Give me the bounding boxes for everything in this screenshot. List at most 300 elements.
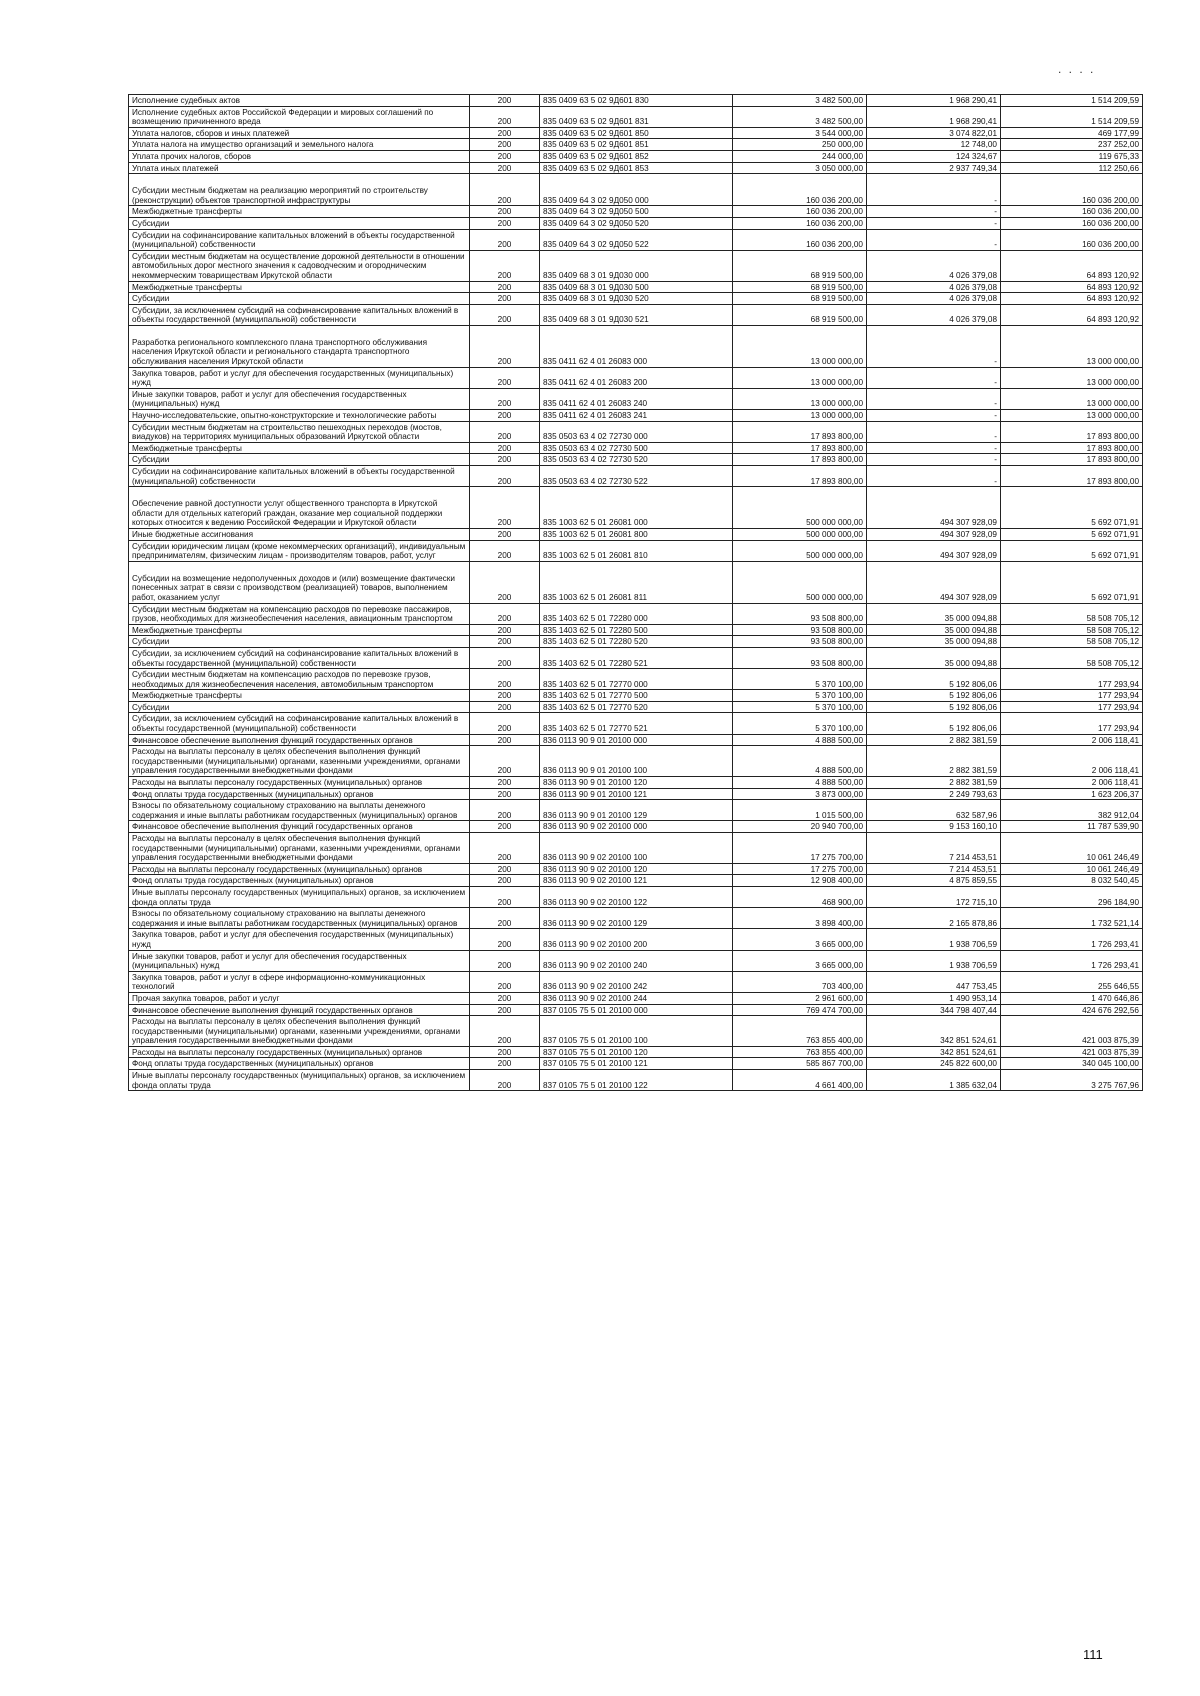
row-name-cell: Межбюджетные трансферты <box>129 206 470 218</box>
row-done-cell: 2 165 878,86 <box>867 908 1001 929</box>
row-name-cell: Субсидии, за исключением субсидий на софинансирование капитальных вложений в объекты государственной (муниципальной) собственности <box>129 304 470 325</box>
row-kbk-cell: 837 0105 75 5 01 20100 121 <box>540 1058 733 1070</box>
row-name-cell: Фонд оплаты труда государственных (муниципальных) органов <box>129 875 470 887</box>
row-plan-cell: 160 036 200,00 <box>733 229 867 250</box>
row-kbk-cell: 835 1403 62 5 01 72280 000 <box>540 603 733 624</box>
row-name-cell: Фонд оплаты труда государственных (муниципальных) органов <box>129 788 470 800</box>
budget-table <box>128 94 1143 1091</box>
row-done-cell: 124 324,67 <box>867 150 1001 162</box>
row-code-cell: 200 <box>470 603 540 624</box>
table-row <box>129 217 1143 229</box>
row-plan-cell: 93 508 800,00 <box>733 636 867 648</box>
row-kbk-cell: 835 1403 62 5 01 72770 000 <box>540 669 733 690</box>
row-plan-cell: 4 888 500,00 <box>733 734 867 746</box>
row-code-cell: 200 <box>470 713 540 734</box>
row-code-cell: 200 <box>470 293 540 305</box>
row-rest-cell: 5 692 071,91 <box>1001 540 1143 561</box>
table-row <box>129 95 1143 107</box>
row-code-cell: 200 <box>470 410 540 422</box>
table-row <box>129 713 1143 734</box>
row-kbk-cell: 835 0411 62 4 01 26083 241 <box>540 410 733 422</box>
row-kbk-cell: 836 0113 90 9 01 20100 129 <box>540 800 733 821</box>
row-plan-cell: 3 482 500,00 <box>733 106 867 127</box>
row-plan-cell: 13 000 000,00 <box>733 388 867 409</box>
row-name-cell: Обеспечение равной доступности услуг общественного транспорта в Иркутской области для отдельных категорий граждан, оказание мер социальной поддержки которых относится к ведению Российской Федерации и Иркутской области <box>129 487 470 529</box>
row-plan-cell: 68 919 500,00 <box>733 250 867 281</box>
row-kbk-cell: 835 0409 64 3 02 9Д050 500 <box>540 206 733 218</box>
row-name-cell: Субсидии <box>129 293 470 305</box>
row-plan-cell: 585 867 700,00 <box>733 1058 867 1070</box>
row-code-cell: 200 <box>470 833 540 864</box>
row-name-cell: Научно-исследовательские, опытно-конструкторские и технологические работы <box>129 410 470 422</box>
row-done-cell: 7 214 453,51 <box>867 863 1001 875</box>
row-code-cell: 200 <box>470 174 540 206</box>
row-kbk-cell: 835 1003 62 5 01 26081 810 <box>540 540 733 561</box>
table-row <box>129 139 1143 151</box>
row-rest-cell: 58 508 705,12 <box>1001 636 1143 648</box>
row-code-cell: 200 <box>470 127 540 139</box>
row-kbk-cell: 835 1403 62 5 01 72280 521 <box>540 647 733 668</box>
row-done-cell: 342 851 524,61 <box>867 1046 1001 1058</box>
table-row <box>129 875 1143 887</box>
table-row <box>129 454 1143 466</box>
row-code-cell: 200 <box>470 139 540 151</box>
row-rest-cell: 13 000 000,00 <box>1001 388 1143 409</box>
row-kbk-cell: 835 0409 64 3 02 9Д050 000 <box>540 174 733 206</box>
row-plan-cell: 93 508 800,00 <box>733 603 867 624</box>
row-rest-cell: 64 893 120,92 <box>1001 250 1143 281</box>
table-row <box>129 293 1143 305</box>
row-done-cell: - <box>867 388 1001 409</box>
row-code-cell: 200 <box>470 1016 540 1047</box>
row-plan-cell: 3 898 400,00 <box>733 908 867 929</box>
row-plan-cell: 160 036 200,00 <box>733 174 867 206</box>
row-name-cell: Взносы по обязательному социальному страхованию на выплаты денежного содержания и иные выплаты работникам государственных (муниципальных) органов <box>129 908 470 929</box>
row-kbk-cell: 835 0409 68 3 01 9Д030 520 <box>540 293 733 305</box>
row-rest-cell: 177 293,94 <box>1001 701 1143 713</box>
row-plan-cell: 93 508 800,00 <box>733 624 867 636</box>
row-done-cell: 632 587,96 <box>867 800 1001 821</box>
row-code-cell: 200 <box>470 421 540 442</box>
row-name-cell: Расходы на выплаты персоналу в целях обеспечения выполнения функций государственными (муниципальными) органами, казенными учреждениями, органами управления государственными внебюджетными фондами <box>129 746 470 777</box>
row-plan-cell: 250 000,00 <box>733 139 867 151</box>
row-code-cell: 200 <box>470 777 540 789</box>
row-plan-cell: 17 893 800,00 <box>733 421 867 442</box>
row-kbk-cell: 836 0113 90 9 02 20100 200 <box>540 929 733 950</box>
row-rest-cell: 17 893 800,00 <box>1001 442 1143 454</box>
row-code-cell: 200 <box>470 992 540 1004</box>
row-code-cell: 200 <box>470 466 540 487</box>
table-row <box>129 466 1143 487</box>
row-rest-cell: 58 508 705,12 <box>1001 624 1143 636</box>
row-rest-cell: 5 692 071,91 <box>1001 487 1143 529</box>
table-row <box>129 1046 1143 1058</box>
row-code-cell: 200 <box>470 800 540 821</box>
table-row <box>129 487 1143 529</box>
table-row <box>129 886 1143 907</box>
row-kbk-cell: 837 0105 75 5 01 20100 000 <box>540 1004 733 1016</box>
row-kbk-cell: 836 0113 90 9 02 20100 000 <box>540 821 733 833</box>
row-plan-cell: 763 855 400,00 <box>733 1016 867 1047</box>
row-kbk-cell: 835 0409 63 5 02 9Д601 831 <box>540 106 733 127</box>
row-code-cell: 200 <box>470 540 540 561</box>
row-name-cell: Субсидии, за исключением субсидий на софинансирование капитальных вложений в объекты государственной (муниципальной) собственности <box>129 647 470 668</box>
row-done-cell: 1 968 290,41 <box>867 95 1001 107</box>
row-plan-cell: 20 940 700,00 <box>733 821 867 833</box>
row-rest-cell: 2 006 118,41 <box>1001 777 1143 789</box>
row-done-cell: - <box>867 229 1001 250</box>
row-plan-cell: 4 888 500,00 <box>733 746 867 777</box>
table-row <box>129 746 1143 777</box>
table-row <box>129 1070 1143 1091</box>
table-row <box>129 929 1143 950</box>
row-plan-cell: 3 873 000,00 <box>733 788 867 800</box>
row-plan-cell: 500 000 000,00 <box>733 528 867 540</box>
row-name-cell: Субсидии на софинансирование капитальных вложений в объекты государственной (муниципальной) собственности <box>129 229 470 250</box>
row-plan-cell: 3 665 000,00 <box>733 950 867 971</box>
row-done-cell: 35 000 094,88 <box>867 603 1001 624</box>
row-done-cell: 344 798 407,44 <box>867 1004 1001 1016</box>
row-done-cell: - <box>867 367 1001 388</box>
row-code-cell: 200 <box>470 624 540 636</box>
row-name-cell: Расходы на выплаты персоналу государственных (муниципальных) органов <box>129 777 470 789</box>
row-kbk-cell: 835 0409 64 3 02 9Д050 522 <box>540 229 733 250</box>
row-code-cell: 200 <box>470 746 540 777</box>
row-name-cell: Финансовое обеспечение выполнения функций государственных органов <box>129 734 470 746</box>
row-code-cell: 200 <box>470 442 540 454</box>
row-done-cell: 9 153 160,10 <box>867 821 1001 833</box>
row-code-cell: 200 <box>470 1070 540 1091</box>
row-code-cell: 200 <box>470 95 540 107</box>
row-name-cell: Межбюджетные трансферты <box>129 442 470 454</box>
row-kbk-cell: 835 1003 62 5 01 26081 800 <box>540 528 733 540</box>
table-row <box>129 250 1143 281</box>
row-name-cell: Закупка товаров, работ и услуг для обеспечения государственных (муниципальных) нужд <box>129 929 470 950</box>
row-name-cell: Субсидии на софинансирование капитальных вложений в объекты государственной (муниципальной) собственности <box>129 466 470 487</box>
row-rest-cell: 5 692 071,91 <box>1001 561 1143 603</box>
row-name-cell: Субсидии местным бюджетам на реализацию мероприятий по строительству (реконструкции) объектов транспортной инфраструктуры <box>129 174 470 206</box>
row-rest-cell: 58 508 705,12 <box>1001 603 1143 624</box>
row-code-cell: 200 <box>470 367 540 388</box>
table-row <box>129 367 1143 388</box>
table-row <box>129 624 1143 636</box>
table-row <box>129 540 1143 561</box>
row-rest-cell: 58 508 705,12 <box>1001 647 1143 668</box>
table-row <box>129 1004 1143 1016</box>
row-kbk-cell: 835 0409 63 5 02 9Д601 851 <box>540 139 733 151</box>
row-code-cell: 200 <box>470 561 540 603</box>
row-rest-cell: 1 732 521,14 <box>1001 908 1143 929</box>
row-done-cell: - <box>867 410 1001 422</box>
row-kbk-cell: 835 1003 62 5 01 26081 811 <box>540 561 733 603</box>
table-row <box>129 561 1143 603</box>
row-name-cell: Расходы на выплаты персоналу в целях обеспечения выполнения функций государственными (муниципальными) органами, казенными учреждениями, органами управления государственными внебюджетными фондами <box>129 1016 470 1047</box>
row-name-cell: Субсидии <box>129 636 470 648</box>
table-row <box>129 528 1143 540</box>
table-row <box>129 908 1143 929</box>
row-rest-cell: 421 003 875,39 <box>1001 1046 1143 1058</box>
table-row <box>129 206 1143 218</box>
row-code-cell: 200 <box>470 388 540 409</box>
row-kbk-cell: 835 1003 62 5 01 26081 000 <box>540 487 733 529</box>
row-plan-cell: 500 000 000,00 <box>733 487 867 529</box>
table-row <box>129 603 1143 624</box>
row-plan-cell: 93 508 800,00 <box>733 647 867 668</box>
row-rest-cell: 177 293,94 <box>1001 669 1143 690</box>
table-row <box>129 863 1143 875</box>
row-rest-cell: 160 036 200,00 <box>1001 206 1143 218</box>
row-done-cell: 5 192 806,06 <box>867 713 1001 734</box>
row-kbk-cell: 835 0503 63 4 02 72730 500 <box>540 442 733 454</box>
row-name-cell: Уплата налогов, сборов и иных платежей <box>129 127 470 139</box>
row-name-cell: Межбюджетные трансферты <box>129 624 470 636</box>
row-code-cell: 200 <box>470 669 540 690</box>
table-row <box>129 800 1143 821</box>
row-plan-cell: 5 370 100,00 <box>733 713 867 734</box>
table-row <box>129 281 1143 293</box>
row-name-cell: Межбюджетные трансферты <box>129 281 470 293</box>
row-rest-cell: 10 061 246,49 <box>1001 833 1143 864</box>
row-rest-cell: 255 646,55 <box>1001 971 1143 992</box>
row-done-cell: - <box>867 206 1001 218</box>
row-rest-cell: 13 000 000,00 <box>1001 367 1143 388</box>
row-name-cell: Прочая закупка товаров, работ и услуг <box>129 992 470 1004</box>
row-kbk-cell: 835 1403 62 5 01 72770 521 <box>540 713 733 734</box>
row-done-cell: 5 192 806,06 <box>867 669 1001 690</box>
row-code-cell: 200 <box>470 304 540 325</box>
row-name-cell: Субсидии юридическим лицам (кроме некоммерческих организаций), индивидуальным предпринимателям, физическим лицам - производителям товаров, работ, услуг <box>129 540 470 561</box>
row-kbk-cell: 836 0113 90 9 01 20100 120 <box>540 777 733 789</box>
row-rest-cell: 8 032 540,45 <box>1001 875 1143 887</box>
row-rest-cell: 13 000 000,00 <box>1001 410 1143 422</box>
row-done-cell: - <box>867 325 1001 367</box>
row-code-cell: 200 <box>470 150 540 162</box>
row-done-cell: 2 249 793,63 <box>867 788 1001 800</box>
table-row <box>129 174 1143 206</box>
row-rest-cell: 1 623 206,37 <box>1001 788 1143 800</box>
row-done-cell: 5 192 806,06 <box>867 701 1001 713</box>
row-plan-cell: 1 015 500,00 <box>733 800 867 821</box>
row-code-cell: 200 <box>470 886 540 907</box>
row-code-cell: 200 <box>470 217 540 229</box>
row-code-cell: 200 <box>470 281 540 293</box>
row-done-cell: 7 214 453,51 <box>867 833 1001 864</box>
row-rest-cell: 17 893 800,00 <box>1001 466 1143 487</box>
row-name-cell: Исполнение судебных актов <box>129 95 470 107</box>
row-rest-cell: 2 006 118,41 <box>1001 746 1143 777</box>
row-code-cell: 200 <box>470 487 540 529</box>
table-row <box>129 777 1143 789</box>
row-name-cell: Иные выплаты персоналу государственных (муниципальных) органов, за исключением фонда оплаты труда <box>129 886 470 907</box>
row-done-cell: 4 875 859,55 <box>867 875 1001 887</box>
row-rest-cell: 119 675,33 <box>1001 150 1143 162</box>
row-plan-cell: 3 544 000,00 <box>733 127 867 139</box>
row-plan-cell: 5 370 100,00 <box>733 701 867 713</box>
row-kbk-cell: 837 0105 75 5 01 20100 122 <box>540 1070 733 1091</box>
row-kbk-cell: 835 1403 62 5 01 72770 520 <box>540 701 733 713</box>
row-rest-cell: 424 676 292,56 <box>1001 1004 1143 1016</box>
table-row <box>129 833 1143 864</box>
table-row <box>129 821 1143 833</box>
row-code-cell: 200 <box>470 701 540 713</box>
row-rest-cell: 421 003 875,39 <box>1001 1016 1143 1047</box>
row-kbk-cell: 837 0105 75 5 01 20100 100 <box>540 1016 733 1047</box>
row-name-cell: Субсидии местным бюджетам на компенсацию расходов по перевозке грузов, необходимых для жизнеобеспечения населения, автомобильным транспортом <box>129 669 470 690</box>
row-code-cell: 200 <box>470 106 540 127</box>
row-rest-cell: 1 726 293,41 <box>1001 929 1143 950</box>
row-name-cell: Уплата прочих налогов, сборов <box>129 150 470 162</box>
row-plan-cell: 68 919 500,00 <box>733 293 867 305</box>
row-done-cell: 245 822 600,00 <box>867 1058 1001 1070</box>
row-name-cell: Разработка регионального комплексного плана транспортного обслуживания населения Иркутской области и регионального стандарта транспортного обслуживания населения Иркутской области <box>129 325 470 367</box>
row-code-cell: 200 <box>470 929 540 950</box>
row-code-cell: 200 <box>470 1004 540 1016</box>
row-plan-cell: 17 275 700,00 <box>733 863 867 875</box>
row-done-cell: 35 000 094,88 <box>867 636 1001 648</box>
row-code-cell: 200 <box>470 1046 540 1058</box>
row-done-cell: 494 307 928,09 <box>867 487 1001 529</box>
row-done-cell: - <box>867 174 1001 206</box>
row-kbk-cell: 835 0503 63 4 02 72730 000 <box>540 421 733 442</box>
row-rest-cell: 10 061 246,49 <box>1001 863 1143 875</box>
row-done-cell: 12 748,00 <box>867 139 1001 151</box>
table-row <box>129 636 1143 648</box>
row-code-cell: 200 <box>470 821 540 833</box>
row-rest-cell: 17 893 800,00 <box>1001 421 1143 442</box>
row-kbk-cell: 835 0409 68 3 01 9Д030 500 <box>540 281 733 293</box>
row-code-cell: 200 <box>470 875 540 887</box>
row-plan-cell: 5 370 100,00 <box>733 669 867 690</box>
row-plan-cell: 4 661 400,00 <box>733 1070 867 1091</box>
row-done-cell: 1 385 632,04 <box>867 1070 1001 1091</box>
row-done-cell: - <box>867 466 1001 487</box>
row-kbk-cell: 835 0503 63 4 02 72730 520 <box>540 454 733 466</box>
row-rest-cell: 296 184,90 <box>1001 886 1143 907</box>
row-name-cell: Взносы по обязательному социальному страхованию на выплаты денежного содержания и иные выплаты работникам государственных (муниципальных) органов <box>129 800 470 821</box>
row-plan-cell: 68 919 500,00 <box>733 304 867 325</box>
corner-mark: . . . . <box>1058 62 1096 76</box>
row-name-cell: Иные закупки товаров, работ и услуг для обеспечения государственных (муниципальных) нужд <box>129 950 470 971</box>
row-code-cell: 200 <box>470 162 540 174</box>
row-plan-cell: 3 665 000,00 <box>733 929 867 950</box>
row-plan-cell: 5 370 100,00 <box>733 690 867 702</box>
row-kbk-cell: 837 0105 75 5 01 20100 120 <box>540 1046 733 1058</box>
row-kbk-cell: 835 1403 62 5 01 72280 500 <box>540 624 733 636</box>
table-row <box>129 229 1143 250</box>
row-name-cell: Иные закупки товаров, работ и услуг для обеспечения государственных (муниципальных) нужд <box>129 388 470 409</box>
row-name-cell: Иные бюджетные ассигнования <box>129 528 470 540</box>
table-row <box>129 647 1143 668</box>
row-plan-cell: 17 275 700,00 <box>733 833 867 864</box>
row-rest-cell: 382 912,04 <box>1001 800 1143 821</box>
row-name-cell: Субсидии на возмещение недополученных доходов и (или) возмещение фактически понесенных затрат в связи с производством (реализацией) товаров, выполнением работ, оказанием услуг <box>129 561 470 603</box>
row-kbk-cell: 835 0411 62 4 01 26083 200 <box>540 367 733 388</box>
row-name-cell: Иные выплаты персоналу государственных (муниципальных) органов, за исключением фонда оплаты труда <box>129 1070 470 1091</box>
row-plan-cell: 12 908 400,00 <box>733 875 867 887</box>
row-plan-cell: 763 855 400,00 <box>733 1046 867 1058</box>
row-done-cell: 35 000 094,88 <box>867 647 1001 668</box>
row-plan-cell: 3 482 500,00 <box>733 95 867 107</box>
table-row <box>129 1016 1143 1047</box>
row-name-cell: Субсидии <box>129 217 470 229</box>
table-row <box>129 950 1143 971</box>
row-done-cell: 35 000 094,88 <box>867 624 1001 636</box>
table-row <box>129 421 1143 442</box>
table-row <box>129 162 1143 174</box>
row-done-cell: - <box>867 217 1001 229</box>
row-kbk-cell: 835 0411 62 4 01 26083 240 <box>540 388 733 409</box>
row-done-cell: 342 851 524,61 <box>867 1016 1001 1047</box>
row-plan-cell: 160 036 200,00 <box>733 217 867 229</box>
row-code-cell: 200 <box>470 250 540 281</box>
row-kbk-cell: 835 0409 63 5 02 9Д601 853 <box>540 162 733 174</box>
row-plan-cell: 160 036 200,00 <box>733 206 867 218</box>
row-plan-cell: 17 893 800,00 <box>733 442 867 454</box>
row-kbk-cell: 835 0409 64 3 02 9Д050 520 <box>540 217 733 229</box>
table-row <box>129 410 1143 422</box>
row-name-cell: Расходы на выплаты персоналу государственных (муниципальных) органов <box>129 863 470 875</box>
row-name-cell: Межбюджетные трансферты <box>129 690 470 702</box>
row-code-cell: 200 <box>470 734 540 746</box>
table-row <box>129 388 1143 409</box>
row-kbk-cell: 836 0113 90 9 02 20100 244 <box>540 992 733 1004</box>
row-rest-cell: 1 514 209,59 <box>1001 95 1143 107</box>
row-rest-cell: 237 252,00 <box>1001 139 1143 151</box>
row-plan-cell: 3 050 000,00 <box>733 162 867 174</box>
row-plan-cell: 13 000 000,00 <box>733 410 867 422</box>
row-done-cell: 1 938 706,59 <box>867 929 1001 950</box>
row-code-cell: 200 <box>470 636 540 648</box>
table-row <box>129 304 1143 325</box>
row-kbk-cell: 836 0113 90 9 02 20100 129 <box>540 908 733 929</box>
row-done-cell: 447 753,45 <box>867 971 1001 992</box>
row-name-cell: Уплата иных платежей <box>129 162 470 174</box>
row-done-cell: 1 490 953,14 <box>867 992 1001 1004</box>
row-code-cell: 200 <box>470 950 540 971</box>
row-done-cell: 2 882 381,59 <box>867 734 1001 746</box>
row-done-cell: 2 882 381,59 <box>867 777 1001 789</box>
row-rest-cell: 160 036 200,00 <box>1001 174 1143 206</box>
row-rest-cell: 160 036 200,00 <box>1001 229 1143 250</box>
row-rest-cell: 340 045 100,00 <box>1001 1058 1143 1070</box>
row-plan-cell: 2 961 600,00 <box>733 992 867 1004</box>
row-done-cell: 4 026 379,08 <box>867 281 1001 293</box>
row-done-cell: - <box>867 454 1001 466</box>
row-rest-cell: 1 514 209,59 <box>1001 106 1143 127</box>
row-rest-cell: 2 006 118,41 <box>1001 734 1143 746</box>
row-done-cell: 2 937 749,34 <box>867 162 1001 174</box>
row-plan-cell: 500 000 000,00 <box>733 561 867 603</box>
row-kbk-cell: 835 0409 63 5 02 9Д601 850 <box>540 127 733 139</box>
row-done-cell: 4 026 379,08 <box>867 293 1001 305</box>
row-name-cell: Расходы на выплаты персоналу государственных (муниципальных) органов <box>129 1046 470 1058</box>
row-name-cell: Закупка товаров, работ и услуг в сфере информационно-коммуникационных технологий <box>129 971 470 992</box>
row-kbk-cell: 835 0411 62 4 01 26083 000 <box>540 325 733 367</box>
row-done-cell: 494 307 928,09 <box>867 561 1001 603</box>
table-row <box>129 127 1143 139</box>
row-name-cell: Финансовое обеспечение выполнения функций государственных органов <box>129 1004 470 1016</box>
table-row <box>129 150 1143 162</box>
row-code-cell: 200 <box>470 863 540 875</box>
row-plan-cell: 468 900,00 <box>733 886 867 907</box>
row-rest-cell: 177 293,94 <box>1001 690 1143 702</box>
row-kbk-cell: 835 0409 68 3 01 9Д030 000 <box>540 250 733 281</box>
row-kbk-cell: 835 1403 62 5 01 72280 520 <box>540 636 733 648</box>
row-rest-cell: 17 893 800,00 <box>1001 454 1143 466</box>
row-done-cell: 4 026 379,08 <box>867 250 1001 281</box>
row-rest-cell: 64 893 120,92 <box>1001 293 1143 305</box>
row-code-cell: 200 <box>470 690 540 702</box>
